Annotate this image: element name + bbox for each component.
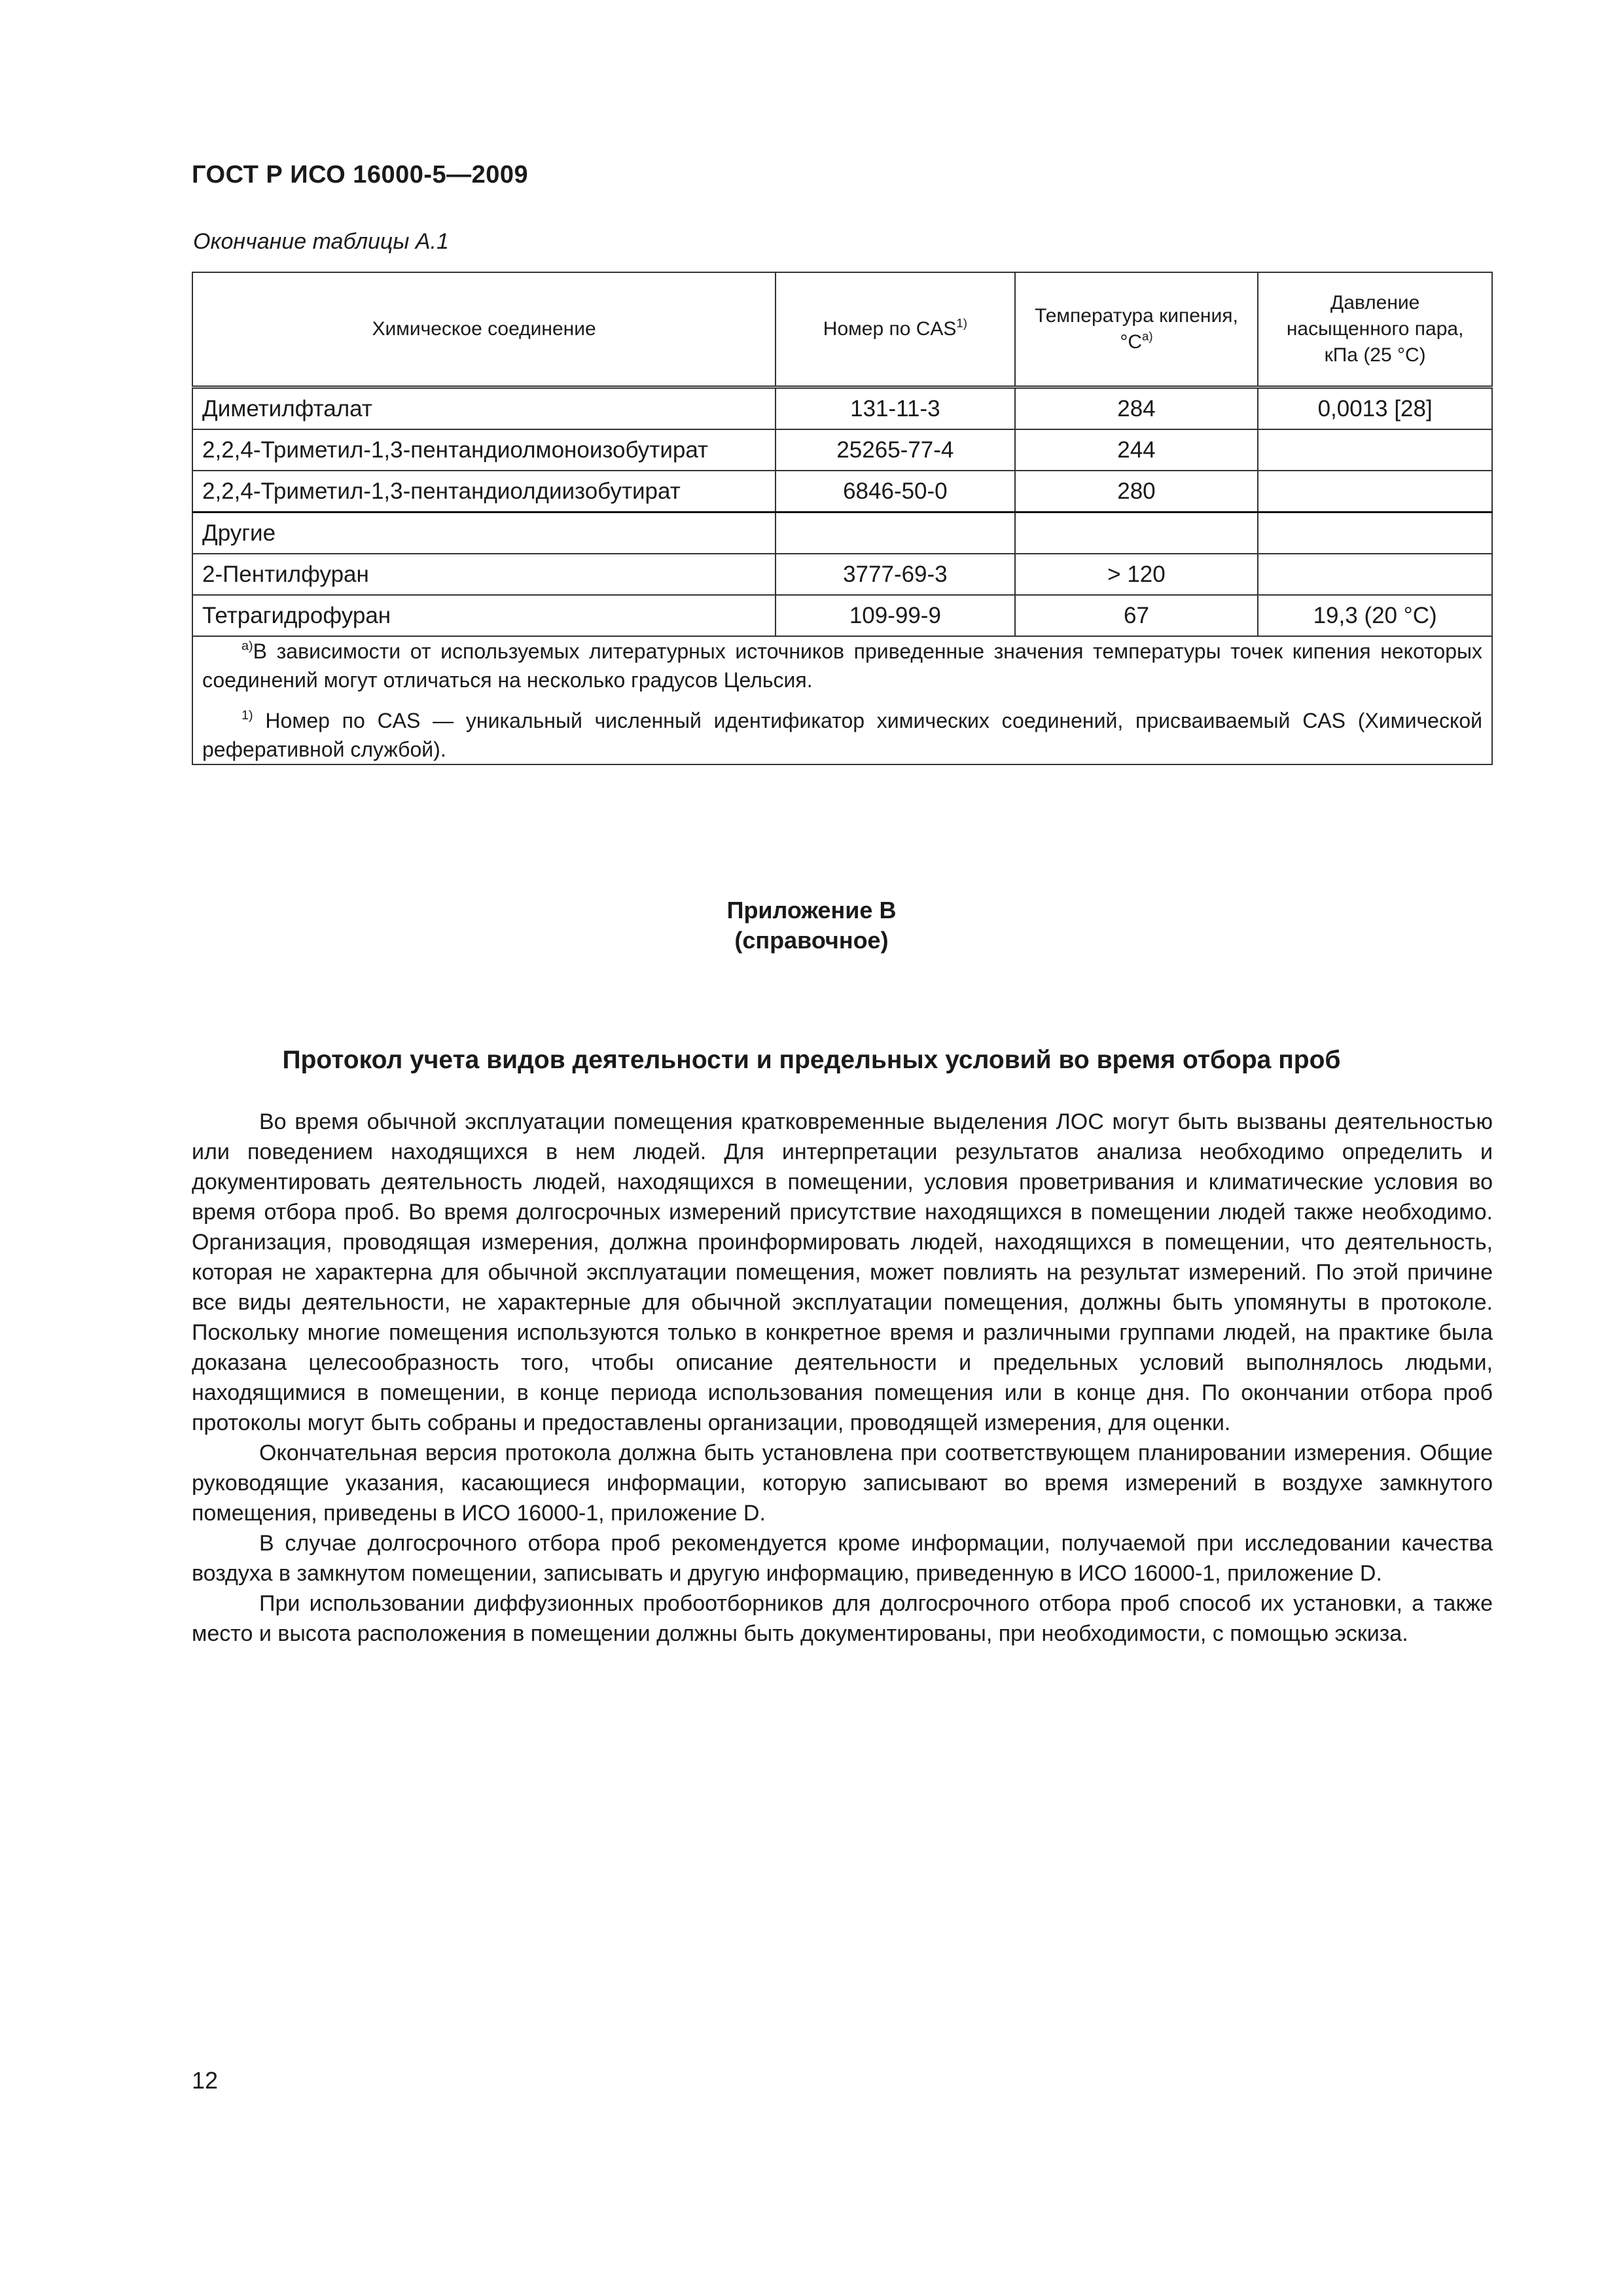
cell-cas: 109-99-9 xyxy=(776,595,1015,636)
column-header-boiling-point xyxy=(1015,272,1258,387)
cell-compound: Другие xyxy=(192,512,776,554)
cell-boiling: 244 xyxy=(1015,429,1258,471)
body-paragraph: Во время обычной эксплуатации помещения кратковременные выделения ЛОС могут быть вызваны деятельностью или поведением находящихся в нем людей. Для интерпретации результатов анализа необходимо определить и документировать деятельность людей, находящихся в помещении, условия проветривания и климатические условия во время отбора проб. Во время долгосрочных измерений присутствие находящихся в помещении людей также необходимо. Организация, проводящая измерения, должна проинформировать людей, находящихся в помещении, что деятельность, которая не характерна для обычной эксплуатации помещения, может повлиять на результат измерений. По этой причине все виды деятельности, не характерные для обычной эксплуатации помещения, должны быть упомянуты в протоколе. Поскольку многие помещения используются только в конкретное время и различными группами людей, на практике была доказана целесообразность того, чтобы описание деятельности и предельных условий выполнялось людьми, находящимися в помещении, в конце периода использования помещения или в конце дня. По окончании отбора проб протоколы могут быть собраны и предоставлены организации, проводящей измерения, для оценки. xyxy=(192,1109,1493,1435)
cell-boiling: > 120 xyxy=(1015,554,1258,595)
column-header-cas xyxy=(776,272,1015,387)
annex-title: Приложение В xyxy=(726,897,897,924)
table-caption: Окончание таблицы А.1 xyxy=(193,229,449,254)
footnote-1 xyxy=(202,706,1482,764)
column-header-vapor-pressure xyxy=(1258,272,1492,387)
table-row xyxy=(192,595,1492,636)
compounds-table xyxy=(192,272,1493,765)
cell-compound: 2,2,4-Триметил-1,3-пентандиолмоноизобутират xyxy=(192,429,776,471)
cell-cas xyxy=(776,512,1015,554)
column-header-boiling-line1: Температура кипения, xyxy=(1035,305,1238,327)
table-row-group-others xyxy=(192,512,1492,554)
footnote-ref-1: 1) xyxy=(956,315,967,330)
footnote-a xyxy=(202,637,1482,694)
cell-pressure xyxy=(1258,471,1492,512)
page-number: 12 xyxy=(192,2067,219,2094)
cell-cas: 25265-77-4 xyxy=(776,429,1015,471)
table-notes xyxy=(192,636,1492,764)
column-header-boiling-line2: °C xyxy=(1120,331,1143,353)
cell-pressure: 0,0013 [28] xyxy=(1258,387,1492,430)
cell-pressure xyxy=(1258,512,1492,554)
annex-body xyxy=(192,1107,1493,1649)
footnote-a-text: В зависимости от используемых литературных источников приведенные значения температуры точек кипения некоторых соединений могут отличаться на несколько градусов Цельсия. xyxy=(202,639,1482,692)
column-header-compound xyxy=(192,272,776,387)
column-header-pressure-line2: насыщенного пара, xyxy=(1286,318,1464,340)
table-row xyxy=(192,387,1492,430)
table-row xyxy=(192,554,1492,595)
body-paragraph: Окончательная версия протокола должна быть установлена при соответствующем планировании измерения. Общие руководящие указания, касающиеся информации, которую записывают во время измерений в воздухе замкнутого помещения, приведены в ИСО 16000-1, приложение D. xyxy=(192,1441,1493,1526)
column-header-compound-label: Химическое соединение xyxy=(372,318,596,340)
cell-boiling: 284 xyxy=(1015,387,1258,430)
cell-compound: Тетрагидрофуран xyxy=(192,595,776,636)
footnote-1-mark: 1) xyxy=(241,708,253,723)
footnote-ref-a: a) xyxy=(1142,329,1153,343)
cell-pressure xyxy=(1258,429,1492,471)
annex-subtitle: (справочное) xyxy=(734,927,889,954)
table-row xyxy=(192,429,1492,471)
cell-boiling xyxy=(1015,512,1258,554)
body-paragraph: При использовании диффузионных пробоотборников для долгосрочного отбора проб способ их установки, а также место и высота расположения в помещении должны быть документированы, при необходимости, с помощью эскиза. xyxy=(192,1591,1493,1646)
table-row xyxy=(192,471,1492,512)
cell-boiling: 280 xyxy=(1015,471,1258,512)
footnote-1-text: Номер по CAS — уникальный численный идентификатор химических соединений, присваиваемый CAS (Химической реферативной службой). xyxy=(202,709,1482,761)
column-header-cas-label: Номер по CAS xyxy=(823,318,957,340)
column-header-pressure-line1: Давление xyxy=(1330,292,1420,314)
annex-heading: Протокол учета видов деятельности и предельных условий во время отбора проб xyxy=(282,1046,1341,1074)
cell-cas: 6846-50-0 xyxy=(776,471,1015,512)
cell-pressure: 19,3 (20 °С) xyxy=(1258,595,1492,636)
cell-cas: 131-11-3 xyxy=(776,387,1015,430)
table-notes-row xyxy=(192,636,1492,764)
cell-pressure xyxy=(1258,554,1492,595)
body-paragraph: В случае долгосрочного отбора проб рекомендуется кроме информации, получаемой при исследовании качества воздуха в замкнутом помещении, записывать и другую информацию, приведенную в ИСО 16000-1, приложение D. xyxy=(192,1531,1493,1586)
table-header-row xyxy=(192,272,1492,387)
footnote-a-mark: а) xyxy=(241,639,253,654)
cell-compound: Диметилфталат xyxy=(192,387,776,430)
column-header-pressure-line3: кПа (25 °С) xyxy=(1324,344,1426,366)
cell-compound: 2,2,4-Триметил-1,3-пентандиолдиизобутират xyxy=(192,471,776,512)
document-header: ГОСТ Р ИСО 16000-5—2009 xyxy=(192,161,529,188)
cell-compound: 2-Пентилфуран xyxy=(192,554,776,595)
cell-boiling: 67 xyxy=(1015,595,1258,636)
cell-cas: 3777-69-3 xyxy=(776,554,1015,595)
